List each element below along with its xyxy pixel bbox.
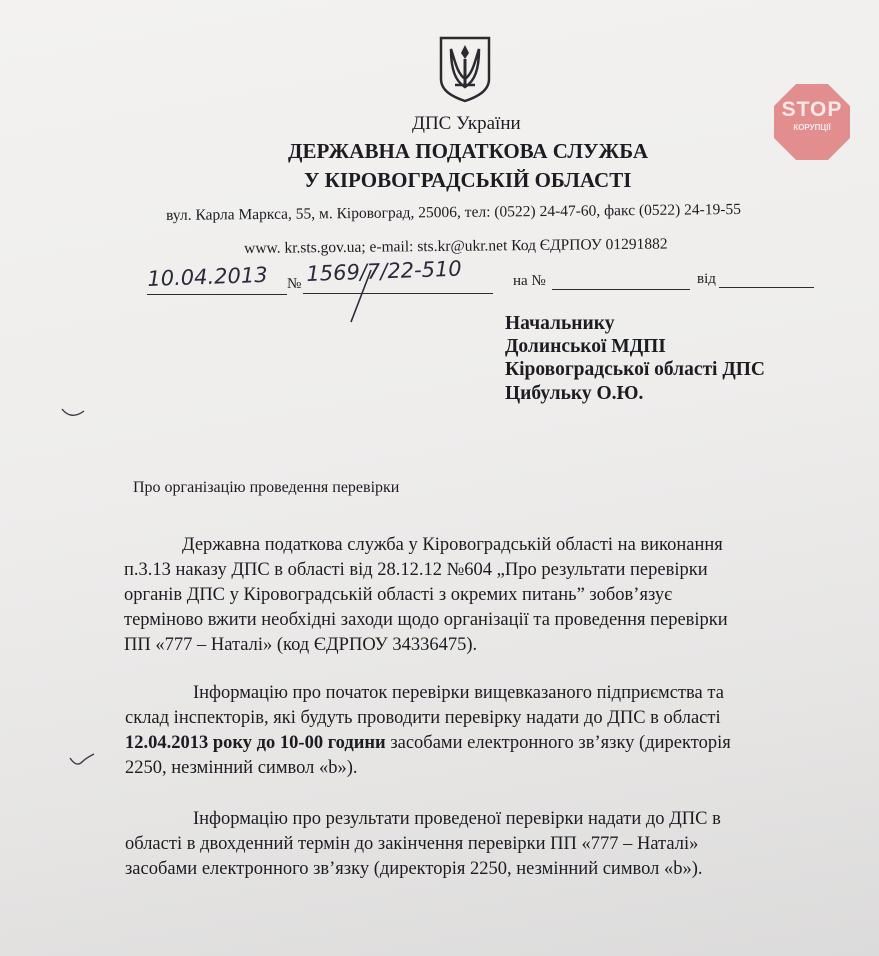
paragraph3-line2: області в двохденний термін до закінчення перевірки ПП «777 – Наталі» [125,834,699,854]
paragraph2-line2: склад інспекторів, які будуть проводити перевірку надати до ДПС в області [125,708,721,728]
reply-number-blank [552,289,690,290]
handwritten-date: 10.04.2013 [147,262,269,291]
paragraph1-line1: Державна податкова служба у Кіровоградській області на виконання [182,535,723,555]
addressee-line1: Начальнику [505,313,615,334]
stop-badge-title: STOP [781,98,843,121]
date-underline [147,294,287,295]
paragraph1-line3: органів ДПС у Кіровоградській області з окремих питань” зобов’язує [124,585,673,605]
org-address: вул. Карла Маркса, 55, м. Кіровоград, 25006, тел: (0522) 24-47-60, факс (0522) 24-19-55 [166,200,742,224]
paragraph1-line4: терміново вжити необхідні заходи щодо організації та проведення перевірки [124,610,728,630]
number-label: № [287,276,302,292]
org-contacts: www. kr.sts.gov.ua; e-mail: sts.kr@ukr.net Код ЄДРПОУ 01291882 [244,235,668,257]
paragraph3-line1: Інформацію про результати проведеної перевірки надати до ДПС в [193,809,721,829]
paragraph1-line5: ПП «777 – Наталі» (код ЄДРПОУ 34336475). [124,635,478,655]
ministry-name: ДПС України [412,113,521,134]
reply-date-blank [719,287,814,288]
addressee-line4: Цибульку О.Ю. [505,383,644,404]
octagon-icon [772,82,852,162]
stop-badge-subtitle: КОРУПЦІЇ [793,123,831,132]
deadline-bold: 12.04.2013 року до 10-00 години [125,733,386,753]
paragraph2-line4: 2250, незмінний символ «b»). [125,758,358,778]
paragraph1-line2: п.3.13 наказу ДПС в області від 28.12.12 №604 „Про результати перевірки [124,560,708,580]
org-name-line2: У КІРОВОГРАДСЬКІЙ ОБЛАСТІ [304,168,632,192]
margin-check-mark [68,752,96,768]
addressee-line2: Долинської МДПІ [505,336,666,357]
pen-stroke [345,268,375,326]
paragraph3-line3: засобами електронного зв’язку (директорія 2250, незмінний символ «b»). [125,859,703,879]
paragraph2-line3-rest: засобами електронного зв’язку (директорія [385,733,731,753]
paragraph2-line1: Інформацію про початок перевірки вищевказаного підприємства та [193,683,724,703]
paragraph2-line3 [125,733,731,754]
reply-number-label: на № [513,273,546,289]
org-name-line1: ДЕРЖАВНА ПОДАТКОВА СЛУЖБА [288,139,649,163]
trident-emblem-icon [437,35,493,103]
stop-corruption-badge [772,82,852,162]
reply-date-label: від [697,271,716,287]
letter-subject: Про організацію проведення перевірки [133,479,400,496]
number-underline [303,293,493,294]
margin-tick-mark [60,405,86,419]
handwritten-outgoing-number: 1569/7/22-510 [306,256,463,286]
addressee-line3: Кіровоградської області ДПС [505,359,766,380]
